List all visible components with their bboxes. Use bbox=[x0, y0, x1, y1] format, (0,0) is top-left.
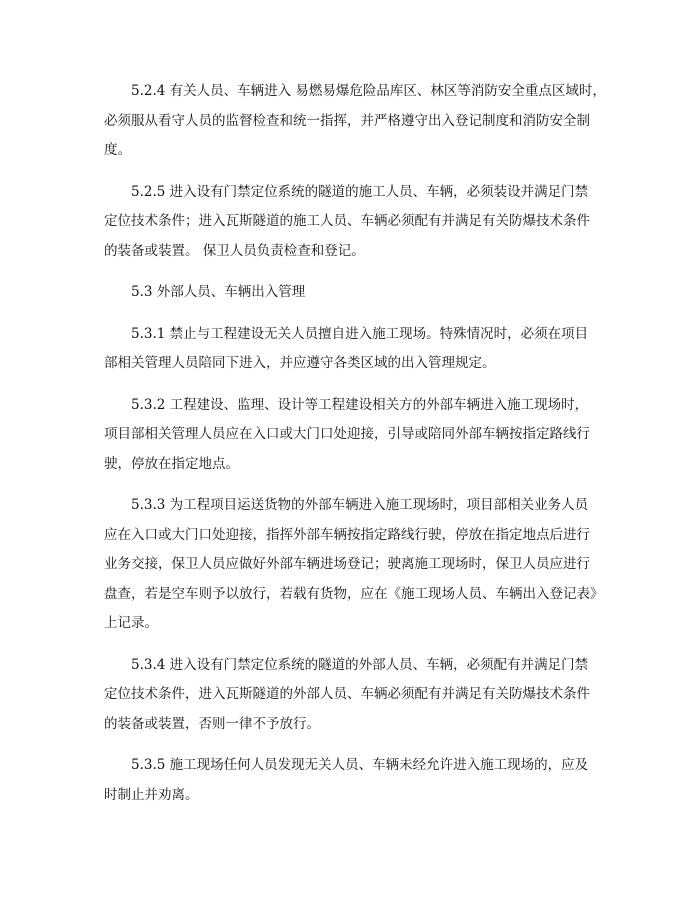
paragraph-line: 应在入口或大门口处迎接，指挥外部车辆按指定路线行驶，停放在指定地点后进行 bbox=[104, 526, 590, 543]
paragraph-5-3-2 bbox=[104, 391, 608, 480]
paragraph-line: 5.2.4 有关人员、车辆进入 易燃易爆危险品库区、林区等消防安全重点区域时， bbox=[131, 83, 606, 99]
paragraph-line: 5.3.2 工程建设、监理、设计等工程建设相关方的外部车辆进入施工现场时， bbox=[131, 396, 589, 413]
paragraph-line: 的装备或装置。 保卫人员负责检查和登记。 bbox=[104, 242, 365, 259]
paragraph-line: 部相关管理人员陪同下进入，并应遵守各类区域的出入管理规定。 bbox=[104, 355, 496, 371]
paragraph-line: 项目部相关管理人员应在入口或大门口处迎接，引导或陪同外部车辆按指定路线行 bbox=[104, 426, 590, 442]
paragraph-line: 驶，停放在指定地点。 bbox=[104, 455, 239, 472]
paragraph-line: 5.3.3 为工程项目运送货物的外部车辆进入施工现场时，项目部相关业务人员 bbox=[131, 497, 589, 513]
paragraph-line: 度。 bbox=[104, 142, 131, 158]
paragraph-line: 5.3.1 禁止与工程建设无关人员擅自进入施工现场。特殊情况时，必须在项目 bbox=[131, 325, 589, 342]
paragraph-line: 时制止并劝离。 bbox=[104, 786, 199, 803]
paragraph-line: 的装备或装置，否则一律不予放行。 bbox=[104, 715, 320, 732]
paragraph-5-3-1 bbox=[104, 320, 608, 379]
paragraph-5-2-5 bbox=[104, 178, 608, 267]
section-heading-text: 5.3 外部人员、车辆出入管理 bbox=[131, 284, 306, 300]
paragraph-5-3-5 bbox=[104, 751, 608, 810]
paragraph-5-2-4 bbox=[104, 77, 608, 166]
paragraph-line: 必须服从看守人员的监督检查和统一指挥，并严格遵守出入登记制度和消防安全制 bbox=[104, 112, 590, 129]
paragraph-line: 盘查，若是空车则予以放行，若载有货物，应在《施工现场人员、车辆出入登记表》 bbox=[104, 585, 604, 602]
paragraph-line: 上记录。 bbox=[104, 615, 158, 631]
paragraph-line: 5.2.5 进入设有门禁定位系统的隧道的施工人员、车辆，必须装设并满足门禁 bbox=[131, 183, 589, 200]
section-heading-5-3 bbox=[104, 278, 608, 308]
paragraph-line: 5.3.4 进入设有门禁定位系统的隧道的外部人员、车辆，必须配有并满足门禁 bbox=[131, 656, 589, 673]
paragraph-line: 业务交接，保卫人员应做好外部车辆进场登记；驶离施工现场时，保卫人员应进行 bbox=[104, 556, 590, 572]
paragraph-line: 定位技术条件；进入瓦斯隧道的施工人员、车辆必须配有并满足有关防爆技术条件 bbox=[104, 213, 590, 229]
paragraph-line: 定位技术条件，进入瓦斯隧道的外部人员、车辆必须配有并满足有关防爆技术条件 bbox=[104, 686, 590, 702]
paragraph-5-3-3 bbox=[104, 491, 608, 639]
paragraph-line: 5.3.5 施工现场任何人员发现无关人员、车辆未经允许进入施工现场的，应及 bbox=[131, 757, 589, 773]
paragraph-5-3-4 bbox=[104, 651, 608, 740]
